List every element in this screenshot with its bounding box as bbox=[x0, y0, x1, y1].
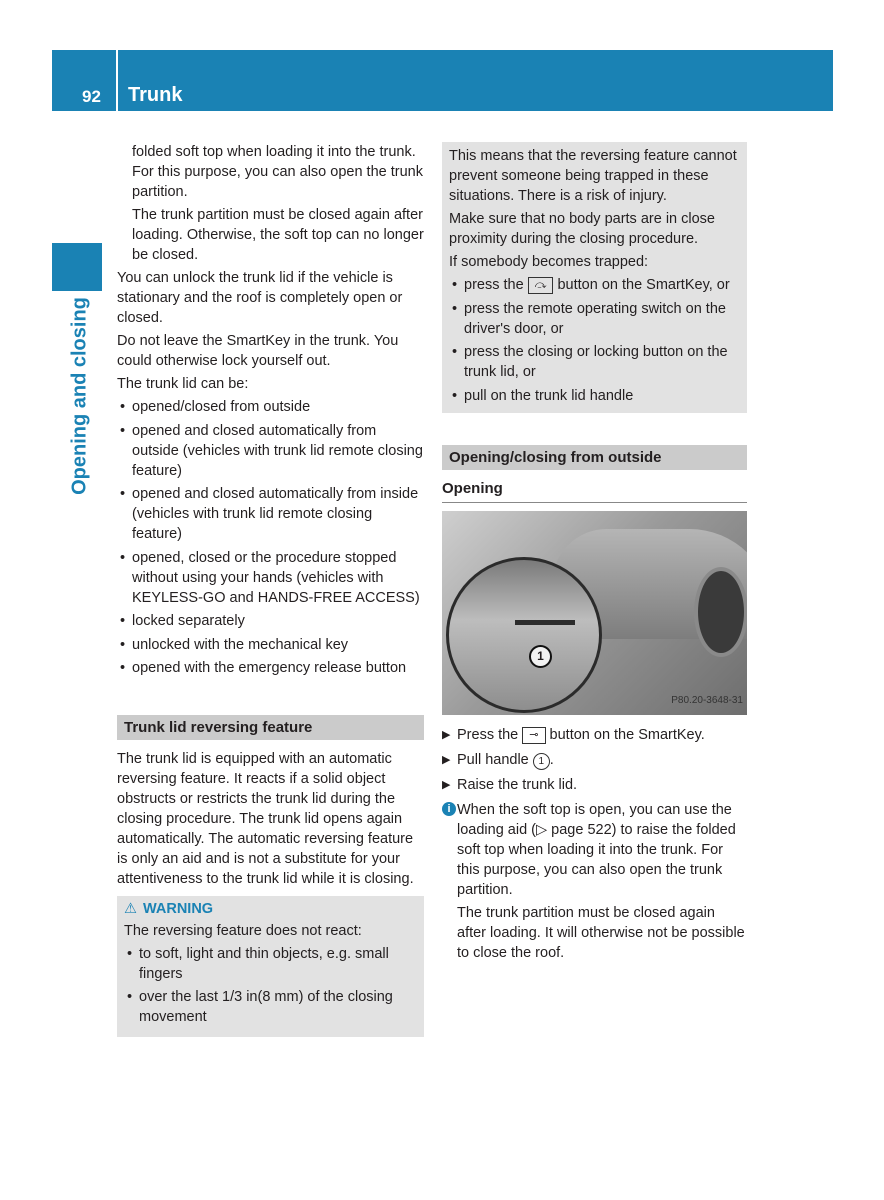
arrow-step-icon: ▶ bbox=[442, 779, 451, 791]
trunk-lid-can-be: The trunk lid can be: bbox=[117, 376, 249, 392]
right-column bbox=[442, 142, 747, 966]
step-pull-handle: ▶ Pull handle 1 . bbox=[442, 752, 554, 768]
trunk-lid-options-list bbox=[117, 397, 424, 678]
info-note-2: The trunk partition must be closed again after loading. It will otherwise not be possible to close the roof. bbox=[457, 905, 745, 961]
list-item: • press the ⤼ button on the SmartKey, or bbox=[452, 277, 730, 293]
chapter-label: Opening and closing bbox=[68, 297, 91, 495]
body-parts-text: Make sure that no body parts are in close proximity during the closing procedure. bbox=[449, 211, 715, 247]
list-item: • opened, closed or the procedure stopped without using your hands (vehicles with KEYLESS-GO and HANDS-FREE ACCESS) bbox=[120, 549, 420, 606]
trunk-handle-illustration bbox=[515, 620, 575, 625]
warning-box bbox=[117, 896, 424, 1037]
continued-text-1: folded soft top when loading it into the trunk. For this purpose, you can also open the trunk partition. bbox=[132, 144, 423, 200]
info-icon: i bbox=[442, 802, 456, 816]
trapped-risk-text: This means that the reversing feature cannot prevent someone being trapped in these situations. There is a risk of injury. bbox=[449, 148, 737, 204]
reversing-paragraph: The trunk lid is equipped with an automatic reversing feature. It reacts if a solid object obstructs or restricts the trunk lid during the closing procedure. The trunk lid opens again automatically. The automatic reversing feature is only an aid and is not a substitute for your attentiveness to the trunk lid while it is closing. bbox=[117, 750, 414, 887]
subheading-opening: Opening bbox=[442, 479, 747, 503]
step-raise-lid: ▶ Raise the trunk lid. bbox=[442, 777, 578, 793]
page-header bbox=[52, 50, 833, 111]
section-heading-reversing: Trunk lid reversing feature bbox=[117, 715, 424, 740]
unlock-paragraph: You can unlock the trunk lid if the vehicle is stationary and the roof is completely open or closed. bbox=[117, 270, 403, 326]
list-item: • opened with the emergency release button bbox=[120, 660, 407, 676]
side-tab-marker bbox=[52, 243, 102, 291]
list-item: • unlocked with the mechanical key bbox=[120, 636, 349, 653]
list-item: • to soft, light and thin objects, e.g. small fingers bbox=[127, 945, 389, 982]
left-column bbox=[117, 142, 424, 1037]
page-title: Trunk bbox=[128, 84, 183, 106]
warning-title: ⚠ WARNING bbox=[124, 900, 214, 917]
list-item: • press the remote operating switch on the driver's door, or bbox=[452, 300, 726, 337]
page-reference-link[interactable]: ▷ page 522 bbox=[536, 822, 612, 838]
arrow-step-icon: ▶ bbox=[442, 754, 451, 766]
if-trapped-text: If somebody becomes trapped: bbox=[449, 254, 649, 270]
list-item: • opened and closed automatically from outside (vehicles with trunk lid remote closing feature) bbox=[120, 422, 423, 479]
list-item: • pull on the trunk lid handle bbox=[452, 387, 634, 404]
warning-triangle-icon: ⚠ bbox=[124, 900, 137, 917]
warning-intro: The reversing feature does not react: bbox=[124, 922, 362, 939]
continued-text-2: The trunk partition must be closed again after loading. Otherwise, the soft top can no longer be closed. bbox=[132, 207, 424, 263]
list-item: • over the last 1/3 in(8 mm) of the closing movement bbox=[127, 989, 393, 1025]
info-note: i When the soft top is open, you can use the loading aid (▷ page 522) to raise the folded soft top when loading it into the trunk. For this purpose, you can also open the trunk partition. The trunk partition must be closed again after loading. It will otherwise not be possible to close the roof. bbox=[442, 800, 747, 963]
callout-reference: 1 bbox=[533, 753, 550, 770]
image-code: P80.20-3648-31 bbox=[671, 695, 743, 706]
smartkey-paragraph: Do not leave the SmartKey in the trunk. You could otherwise lock yourself out. bbox=[117, 333, 399, 369]
list-item: • opened and closed automatically from inside (vehicles with trunk lid remote closing feature) bbox=[120, 486, 419, 542]
car-wheel-illustration bbox=[694, 567, 747, 657]
trunk-close-icon: ⤼ bbox=[528, 277, 554, 294]
zoom-detail-circle bbox=[446, 557, 602, 713]
list-item: • opened/closed from outside bbox=[120, 399, 311, 415]
callout-marker: 1 bbox=[529, 645, 552, 668]
list-item: • press the closing or locking button on the trunk lid, or bbox=[452, 344, 728, 380]
step-press-button: ▶ Press the ⊸ button on the SmartKey. bbox=[442, 727, 705, 743]
trapped-actions-list bbox=[449, 275, 740, 406]
page-number: 92 bbox=[82, 87, 101, 106]
warning-continued-box bbox=[442, 142, 747, 413]
trunk-handle-photo bbox=[442, 511, 747, 715]
list-item: • locked separately bbox=[120, 613, 245, 629]
trunk-open-icon: ⊸ bbox=[522, 727, 545, 744]
arrow-step-icon: ▶ bbox=[442, 729, 451, 741]
section-heading-opening-closing: Opening/closing from outside bbox=[442, 445, 747, 470]
header-divider bbox=[116, 50, 118, 111]
warning-list bbox=[124, 944, 417, 1028]
